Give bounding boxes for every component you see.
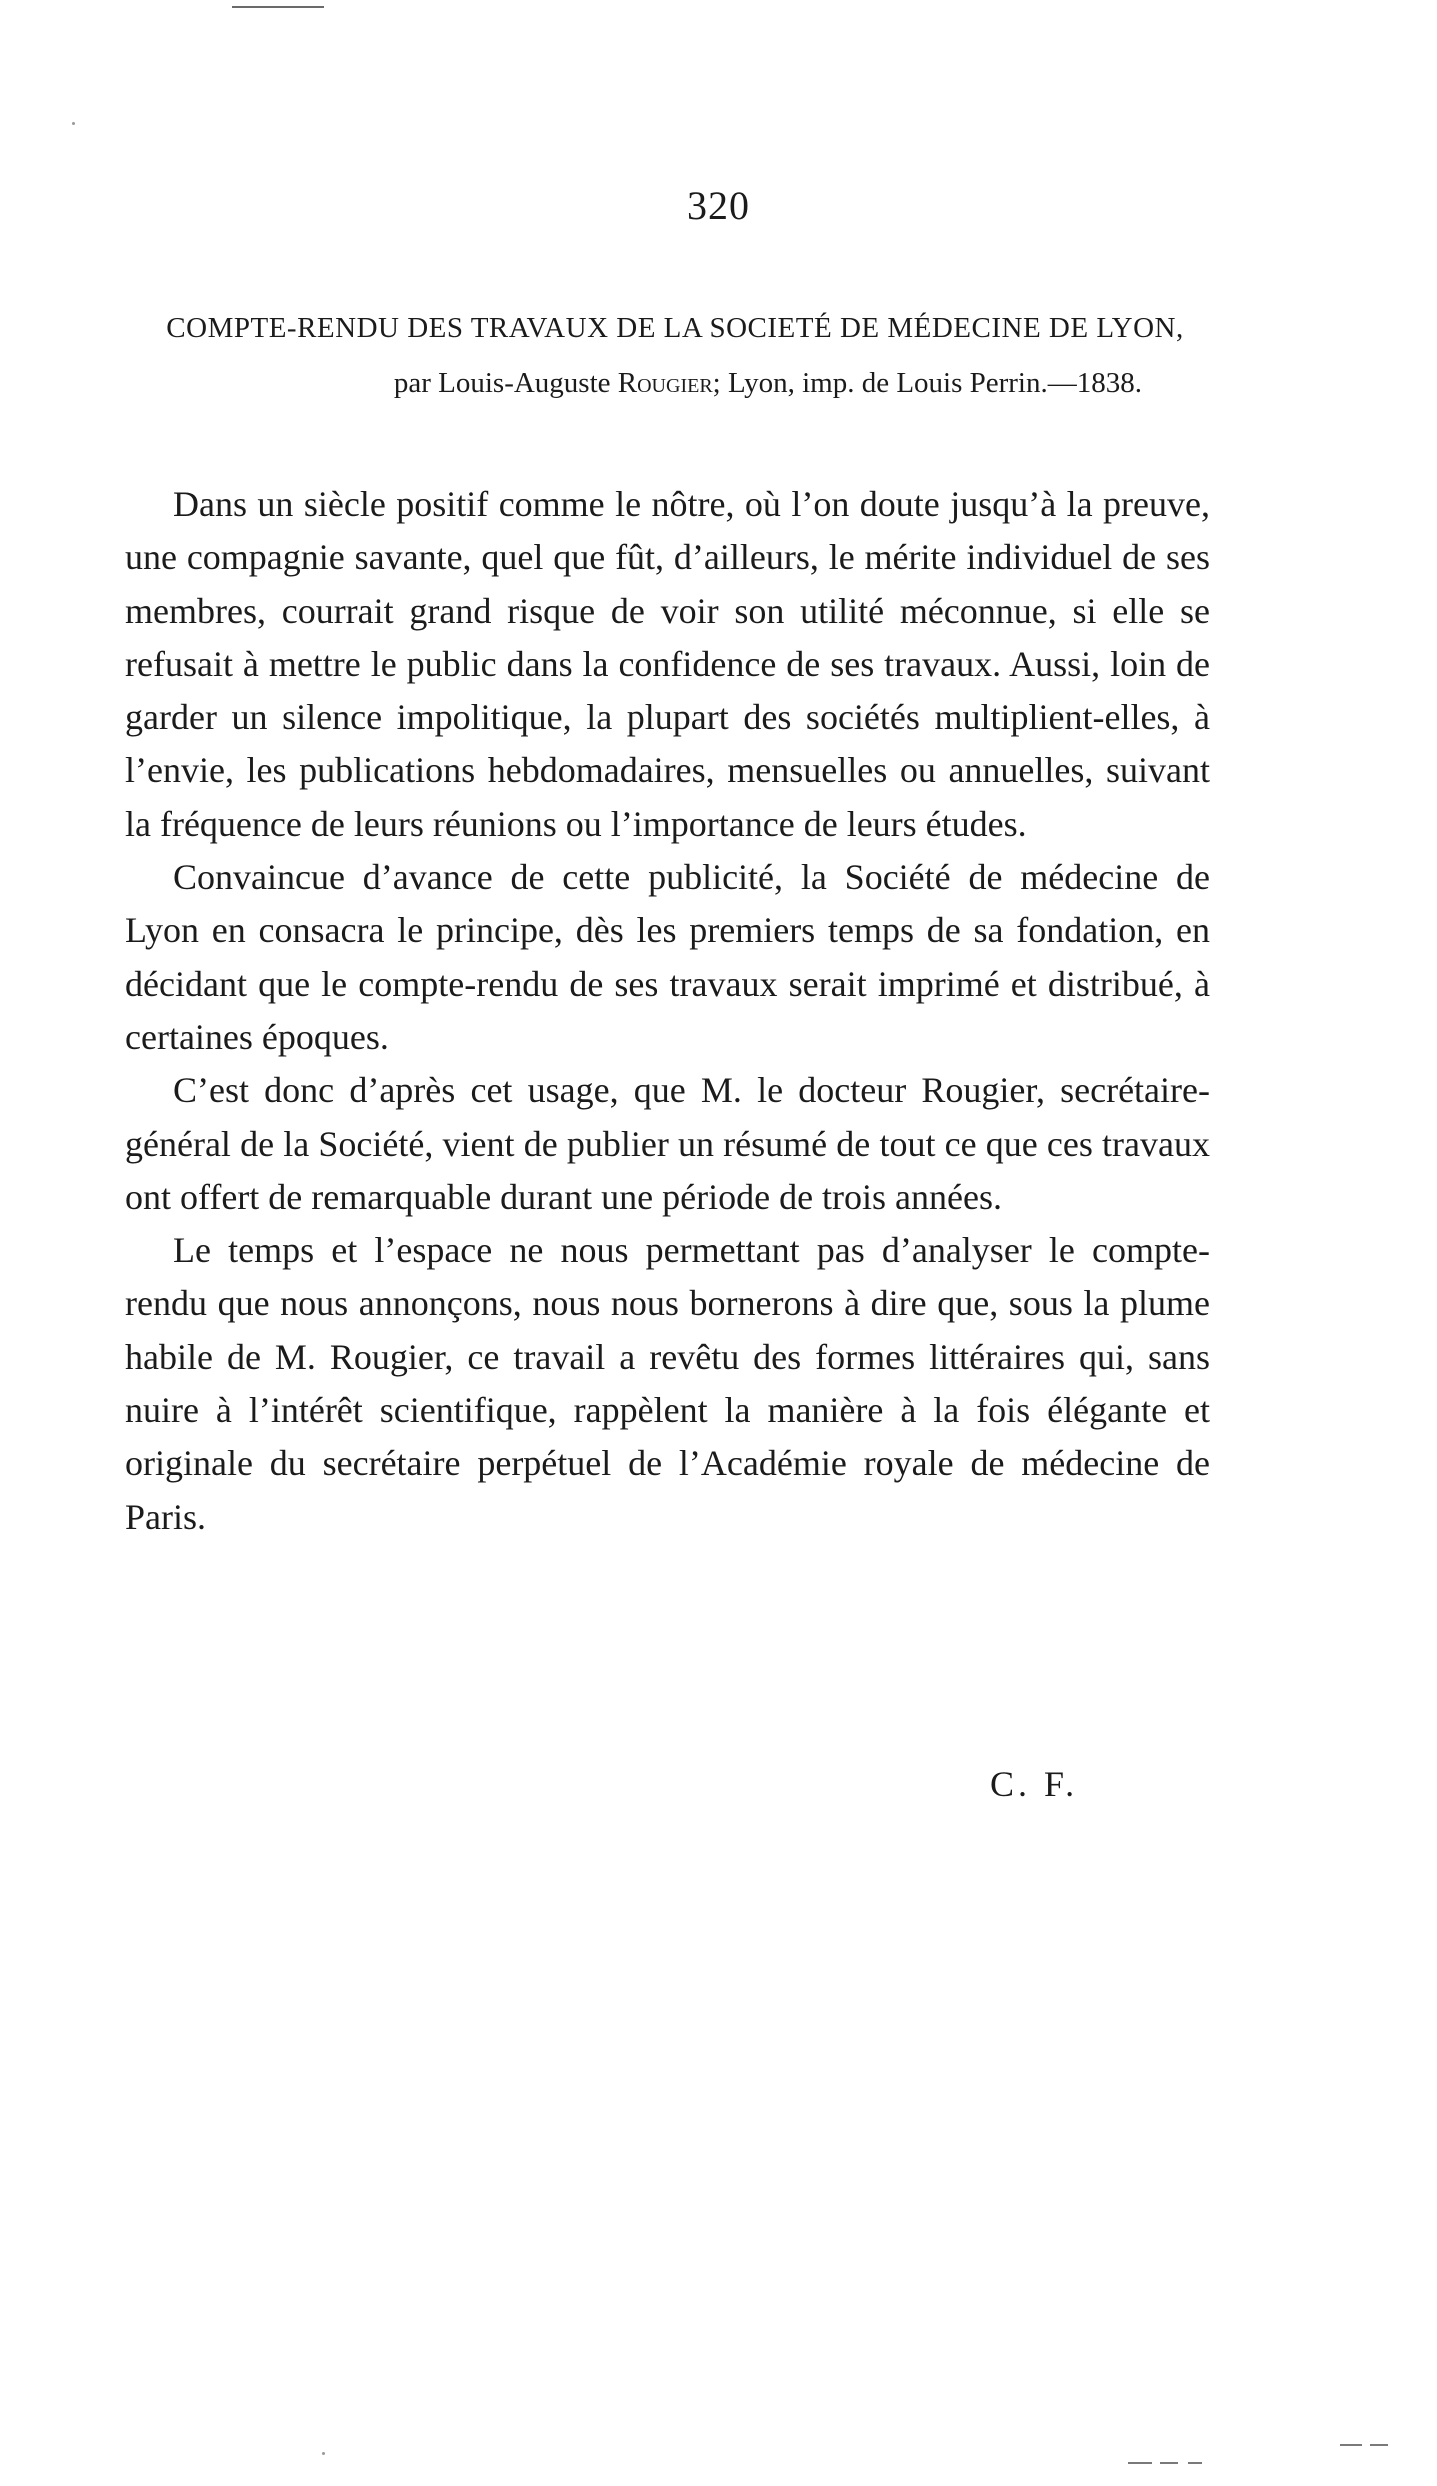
page-number: 320 xyxy=(687,183,750,228)
article-title: COMPTE-RENDU DES TRAVAUX DE LA SOCIETÉ DE MÉDECINE DE LYON, xyxy=(166,312,1184,344)
paragraph: C’est donc d’après cet usage, que M. le docteur Rougier, secrétaire-général de la Société, vient de publier un résumé de tout ce que ces travaux ont offert de remarquable durant une période de trois années. xyxy=(125,1070,1210,1217)
byline-prefix: par Louis-Auguste xyxy=(393,367,618,399)
bottom-edge-mark xyxy=(1370,2444,1388,2446)
paragraph: Dans un siècle positif comme le nôtre, où l’on doute jusqu’à la preuve, une compagnie savante, quel que fût, d’ailleurs, le mérite individuel de ses membres, courrait grand risque de voir son utilité méconnue, si elle se refusait à mettre le public dans la confidence de ses travaux. Aussi, loin de garder un silence impolitique, la plupart des sociétés multiplient-elles, à l’envie, les publications hebdomadaires, mensuelles ou annuelles, suivant la fréquence de leurs réunions ou l’importance de leurs études. xyxy=(125,484,1210,844)
bottom-edge-mark xyxy=(1188,2462,1202,2464)
bottom-edge-mark xyxy=(1128,2462,1152,2464)
article-body xyxy=(125,478,1210,1544)
byline-suffix: ; Lyon, imp. de Louis Perrin.—1838. xyxy=(712,367,1142,399)
top-edge-rule xyxy=(232,6,324,8)
paper-speck xyxy=(322,2452,325,2455)
byline-author-surname: Rougier xyxy=(617,367,713,399)
paper-speck xyxy=(72,122,75,125)
bottom-edge-mark xyxy=(1340,2444,1362,2446)
paragraph: Le temps et l’espace ne nous permettant pas d’analyser le compte-rendu que nous annonçons, nous nous bornerons à dire que, sous la plume habile de M. Rougier, ce travail a revêtu des formes littéraires qui, sans nuire à l’intérêt scientifique, rappèlent la manière à la fois élégante et originale du secrétaire perpétuel de l’Académie royale de médecine de Paris. xyxy=(125,1230,1210,1537)
bottom-edge-mark xyxy=(1160,2462,1178,2464)
paragraph: Convaincue d’avance de cette publicité, la Société de médecine de Lyon en consacra le principe, dès les premiers temps de sa fondation, en décidant que le compte-rendu de ses travaux serait imprimé et distribué, à certaines époques. xyxy=(125,857,1210,1057)
signature: C. F. xyxy=(990,1764,1079,1804)
byline xyxy=(222,363,1142,403)
